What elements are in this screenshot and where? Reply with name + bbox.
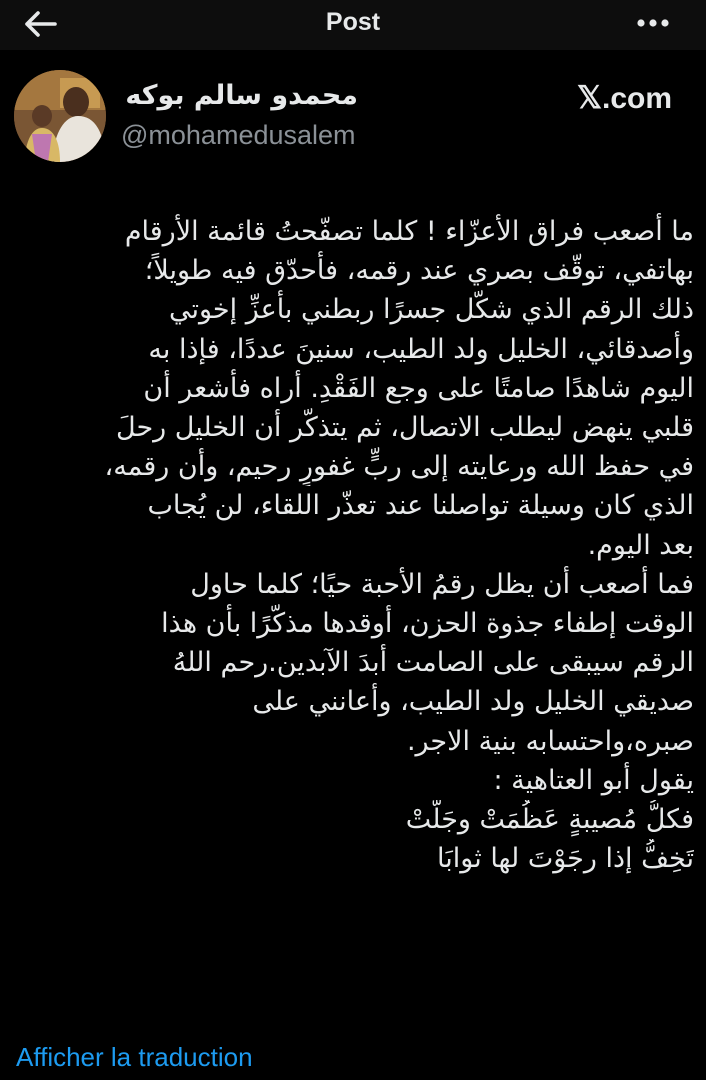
page-title: Post xyxy=(325,8,381,36)
post-line: بهاتفي، توقّف بصري عند رقمه، فأحدّق فيه طويلاً؛ xyxy=(144,255,694,287)
post-text xyxy=(14,212,694,878)
post-line: الوقت إطفاء جذوة الحزن، أوقدها مذكّرًا بأن هذا xyxy=(161,608,694,640)
post-line: الرقم سيبقى على الصامت أبدَ الآبدين.رحم اللهُ xyxy=(172,647,694,679)
x-logo-icon: 𝕏 xyxy=(577,80,602,115)
source-domain: .com xyxy=(601,82,673,115)
post-line: تَخِفُّ إذا رجَوْتَ لها ثوابَا xyxy=(437,843,694,875)
author-name[interactable]: محمدو سالم بوكه xyxy=(125,80,358,111)
post-line: اليوم شاهدًا صامتًا على وجع الفَقْدِ. أراه فأشعر أن xyxy=(143,372,694,404)
post-line: ذلك الرقم الذي شكّل جسرًا ربطني بأعزِّ إخوتي xyxy=(168,294,694,326)
post-line: وأصدقائي، الخليل ولد الطيب، سنينَ عددًا، فإذا به xyxy=(148,333,694,365)
more-horizontal-icon xyxy=(636,18,670,28)
x-com-badge xyxy=(577,80,672,117)
translate-link[interactable]: Afficher la traduction xyxy=(16,1042,253,1072)
author-handle[interactable]: @mohamedusalem xyxy=(121,120,356,150)
more-options-button[interactable] xyxy=(628,8,678,38)
post-line: الذي كان وسيلة تواصلنا عند تعذّر اللقاء، لن يُجاب xyxy=(147,490,694,522)
post-line: فكلُّ مُصيبةٍ عَظُمَتْ وجَلَّتْ xyxy=(405,804,694,836)
post-line: فما أصعب أن يظل رقمُ الأحبة حيًا؛ كلما حاول xyxy=(190,568,694,600)
post-line: صديقي الخليل ولد الطيب، وأعانني على xyxy=(252,686,694,718)
avatar-photo xyxy=(14,70,106,162)
post-line: في حفظ الله ورعايته إلى ربٍّ غفورٍ رحيم، وأن رقمه، xyxy=(104,451,694,483)
post-line: بعد اليوم. xyxy=(587,529,694,561)
post-line: قلبي ينهض ليطلب الاتصال، ثم يتذكّر أن الخليل رحلَ xyxy=(116,412,694,444)
post-line: صبره،واحتسابه بنية الاجر. xyxy=(406,725,694,757)
avatar[interactable] xyxy=(14,70,106,162)
post-line: ما أصعب فراق الأعزّاء ! كلما تصفّحتُ قائمة الأرقام xyxy=(124,216,694,247)
top-bar xyxy=(0,0,706,50)
post-line: يقول أبو العتاهية : xyxy=(493,764,694,796)
